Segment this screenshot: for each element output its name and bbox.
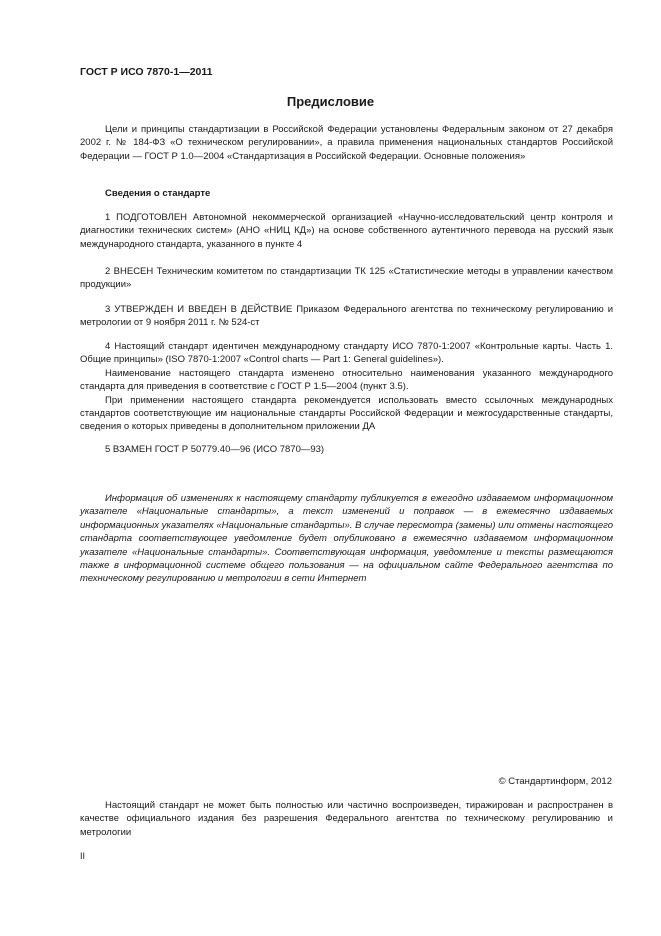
intro-paragraph: Цели и принципы стандартизации в Российской Федерации установлены Федеральным законом от 27 декабря 2002 г. № 184-ФЗ «О техническом регулировании», а правила применения национальных стандартов Российской Федерации — ГОСТ Р 1.0—2004 «Стандартизация в Российской Федерации. Основные положения» [80, 124, 613, 162]
notice-block [80, 492, 613, 586]
item-3-block [80, 303, 613, 330]
rights-paragraph: Настоящий стандарт не может быть полностью или частично воспроизведен, тиражирован и распространен в качестве официального издания без разрешения Федерального агентства по техническому регулированию и метрологии [80, 800, 613, 838]
item-4-paragraph-a: 4 Настоящий стандарт идентичен международному стандарту ИСО 7870-1:2007 «Контрольные карты. Часть 1. Общие принципы» (ISO 7870-1:2007 «Control charts — Part 1: General guidelines»). [80, 341, 613, 366]
copyright-notice: © Стандартинформ, 2012 [498, 776, 612, 787]
intro-block [80, 123, 613, 163]
item-4-block [80, 340, 613, 434]
item-2-paragraph: 2 ВНЕСЕН Техническим комитетом по стандартизации ТК 125 «Статистические методы в управлении качеством продукции» [80, 266, 613, 291]
item-1-block [80, 211, 613, 251]
rights-block [80, 799, 613, 839]
item-4-paragraph-b: Наименование настоящего стандарта изменено относительно наименования указанного международного стандарта для приведения в соответствие с ГОСТ Р 1.5—2004 (пункт 3.5). [80, 367, 613, 393]
item-5-paragraph: 5 ВЗАМЕН ГОСТ Р 50779.40—96 (ИСО 7870—93) [105, 444, 325, 455]
page-number: II [80, 851, 86, 861]
item-4-paragraph-c: При применении настоящего стандарта рекомендуется использовать вместо ссылочных международных стандартов соответствующие им национальные стандарты Российской Федерации и межгосударственные стандарты, сведения о которых приведены в дополнительном приложении ДА [80, 394, 613, 433]
item-5-block [80, 443, 613, 456]
document-id: ГОСТ Р ИСО 7870-1—2011 [80, 66, 213, 78]
page-title: Предисловие [286, 94, 375, 109]
notice-paragraph: Информация об изменениях к настоящему стандарту публикуется в ежегодно издаваемом информационном указателе «Национальные стандарты», а текст изменений и поправок — в ежемесячно издаваемых информационных указателях «Национальные стандарты». В случае пересмотра (замены) или отмены настоящего стандарта соответствующее уведомление будет опубликовано в ежемесячно издаваемом информационном указателе «Национальные стандарты». Соответствующая информация, уведомление и тексты размещаются также в информационной системе общего пользования — на официальном сайте Федерального агентства по техническому регулированию и метрологии в сети Интернет [80, 493, 613, 585]
section-subheading: Сведения о стандарте [105, 188, 211, 199]
item-1-paragraph: 1 ПОДГОТОВЛЕН Автономной некоммерческой организацией «Научно-исследовательский центр контроля и диагностики технических систем» (АНО «НИЦ КД») на основе собственного аутентичного перевода на русский язык международного стандарта, указанного в пункте 4 [80, 212, 613, 250]
item-3-paragraph: 3 УТВЕРЖДЕН И ВВЕДЕН В ДЕЙСТВИЕ Приказом Федерального агентства по техническому регулированию и метрологии от 9 ноября 2011 г. № 524-ст [80, 304, 613, 329]
item-2-block [80, 265, 613, 292]
